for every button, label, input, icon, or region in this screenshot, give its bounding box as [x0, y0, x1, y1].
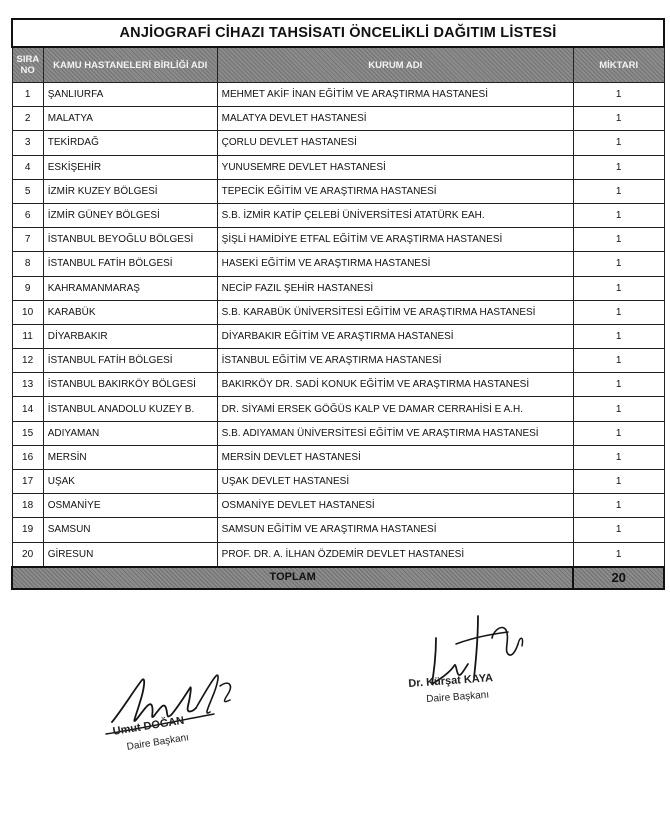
table-row [12, 470, 664, 494]
row-number: 19 [12, 518, 43, 542]
row-kurum: DR. SİYAMİ ERSEK GÖĞÜS KALP VE DAMAR CERRAHİSİ E A.H. [217, 397, 573, 421]
table-body [12, 83, 664, 567]
row-kurum: İSTANBUL EĞİTİM VE ARAŞTIRMA HASTANESİ [217, 349, 573, 373]
signature-right [396, 608, 546, 728]
row-kurum: MERSİN DEVLET HASTANESİ [217, 445, 573, 469]
row-number: 9 [12, 276, 43, 300]
table-row [12, 324, 664, 348]
table-row [12, 252, 664, 276]
table-row [12, 373, 664, 397]
row-birlik: İSTANBUL FATİH BÖLGESİ [43, 349, 217, 373]
total-row [12, 567, 664, 589]
row-kurum: S.B. ADIYAMAN ÜNİVERSİTESİ EĞİTİM VE ARAŞTIRMA HASTANESİ [217, 421, 573, 445]
title-row [12, 19, 664, 47]
row-kurum: MALATYA DEVLET HASTANESİ [217, 107, 573, 131]
row-miktar: 1 [573, 324, 664, 348]
row-kurum: DİYARBAKIR EĞİTİM VE ARAŞTIRMA HASTANESİ [217, 324, 573, 348]
row-number: 14 [12, 397, 43, 421]
row-number: 4 [12, 155, 43, 179]
row-kurum: TEPECİK EĞİTİM VE ARAŞTIRMA HASTANESİ [217, 179, 573, 203]
table-row [12, 494, 664, 518]
row-birlik: İSTANBUL BEYOĞLU BÖLGESİ [43, 228, 217, 252]
row-number: 15 [12, 421, 43, 445]
row-birlik: MERSİN [43, 445, 217, 469]
row-birlik: ADIYAMAN [43, 421, 217, 445]
row-kurum: ÇORLU DEVLET HASTANESİ [217, 131, 573, 155]
row-birlik: İSTANBUL BAKIRKÖY BÖLGESİ [43, 373, 217, 397]
row-kurum: OSMANİYE DEVLET HASTANESİ [217, 494, 573, 518]
row-miktar: 1 [573, 228, 664, 252]
table-row [12, 203, 664, 227]
row-miktar: 1 [573, 518, 664, 542]
row-birlik: GİRESUN [43, 542, 217, 567]
row-birlik: TEKİRDAĞ [43, 131, 217, 155]
row-miktar: 1 [573, 83, 664, 107]
row-kurum: UŞAK DEVLET HASTANESİ [217, 470, 573, 494]
row-number: 6 [12, 203, 43, 227]
signature-left [92, 650, 262, 770]
row-number: 11 [12, 324, 43, 348]
row-number: 7 [12, 228, 43, 252]
handwritten-signature-right [396, 608, 546, 728]
row-miktar: 1 [573, 373, 664, 397]
allocation-table [11, 18, 665, 590]
row-miktar: 1 [573, 155, 664, 179]
row-miktar: 1 [573, 421, 664, 445]
row-number: 20 [12, 542, 43, 567]
table-row [12, 542, 664, 567]
signer-right-title: Daire Başkanı [426, 689, 490, 705]
row-kurum: S.B. İZMİR KATİP ÇELEBİ ÜNİVERSİTESİ ATATÜRK EAH. [217, 203, 573, 227]
row-miktar: 1 [573, 252, 664, 276]
row-number: 8 [12, 252, 43, 276]
row-birlik: İSTANBUL ANADOLU KUZEY B. [43, 397, 217, 421]
table-row [12, 107, 664, 131]
row-miktar: 1 [573, 300, 664, 324]
row-kurum: NECİP FAZIL ŞEHİR HASTANESİ [217, 276, 573, 300]
table-row [12, 228, 664, 252]
table-row [12, 83, 664, 107]
row-birlik: DİYARBAKIR [43, 324, 217, 348]
handwritten-signature-left [92, 650, 262, 770]
total-value: 20 [573, 567, 664, 589]
header-kurum: KURUM ADI [217, 47, 573, 83]
signer-right-name: Dr. Kürşat KAYA [408, 672, 494, 690]
row-kurum: YUNUSEMRE DEVLET HASTANESİ [217, 155, 573, 179]
header-sira-no: SIRA NO [12, 47, 43, 83]
header-miktar: MİKTARI [573, 47, 664, 83]
row-number: 13 [12, 373, 43, 397]
row-miktar: 1 [573, 107, 664, 131]
row-birlik: SAMSUN [43, 518, 217, 542]
table-row [12, 155, 664, 179]
row-birlik: UŞAK [43, 470, 217, 494]
row-miktar: 1 [573, 276, 664, 300]
row-miktar: 1 [573, 203, 664, 227]
table-row [12, 421, 664, 445]
row-miktar: 1 [573, 179, 664, 203]
row-number: 3 [12, 131, 43, 155]
row-kurum: MEHMET AKİF İNAN EĞİTİM VE ARAŞTIRMA HASTANESİ [217, 83, 573, 107]
row-miktar: 1 [573, 131, 664, 155]
row-number: 5 [12, 179, 43, 203]
row-birlik: İSTANBUL FATİH BÖLGESİ [43, 252, 217, 276]
row-number: 12 [12, 349, 43, 373]
row-kurum: S.B. KARABÜK ÜNİVERSİTESİ EĞİTİM VE ARAŞTIRMA HASTANESİ [217, 300, 573, 324]
row-miktar: 1 [573, 349, 664, 373]
row-miktar: 1 [573, 494, 664, 518]
table-row [12, 179, 664, 203]
row-miktar: 1 [573, 542, 664, 567]
row-birlik: KAHRAMANMARAŞ [43, 276, 217, 300]
row-birlik: MALATYA [43, 107, 217, 131]
signer-left-title: Daire Başkanı [126, 732, 190, 753]
document-title: ANJİOGRAFİ CİHAZI TAHSİSATI ÖNCELİKLİ DAĞITIM LİSTESİ [12, 19, 664, 47]
table-row [12, 131, 664, 155]
row-number: 10 [12, 300, 43, 324]
table-row [12, 349, 664, 373]
row-miktar: 1 [573, 397, 664, 421]
row-number: 1 [12, 83, 43, 107]
row-birlik: ESKİŞEHİR [43, 155, 217, 179]
table-row [12, 276, 664, 300]
row-birlik: KARABÜK [43, 300, 217, 324]
row-kurum: BAKIRKÖY DR. SADİ KONUK EĞİTİM VE ARAŞTIRMA HASTANESİ [217, 373, 573, 397]
row-birlik: İZMİR KUZEY BÖLGESİ [43, 179, 217, 203]
total-label: TOPLAM [12, 567, 573, 589]
row-birlik: İZMİR GÜNEY BÖLGESİ [43, 203, 217, 227]
signer-left-name: Umut DOĞAN [112, 714, 186, 738]
row-number: 2 [12, 107, 43, 131]
table-row [12, 300, 664, 324]
row-kurum: HASEKİ EĞİTİM VE ARAŞTIRMA HASTANESİ [217, 252, 573, 276]
row-number: 16 [12, 445, 43, 469]
row-birlik: OSMANİYE [43, 494, 217, 518]
row-kurum: ŞİŞLİ HAMİDİYE ETFAL EĞİTİM VE ARAŞTIRMA HASTANESİ [217, 228, 573, 252]
row-number: 18 [12, 494, 43, 518]
table-row [12, 445, 664, 469]
row-birlik: ŞANLIURFA [43, 83, 217, 107]
row-kurum: SAMSUN EĞİTİM VE ARAŞTIRMA HASTANESİ [217, 518, 573, 542]
row-kurum: PROF. DR. A. İLHAN ÖZDEMİR DEVLET HASTANESİ [217, 542, 573, 567]
table-row [12, 518, 664, 542]
row-miktar: 1 [573, 470, 664, 494]
header-birlik: KAMU HASTANELERİ BİRLİĞİ ADI [43, 47, 217, 83]
row-number: 17 [12, 470, 43, 494]
table-row [12, 397, 664, 421]
row-miktar: 1 [573, 445, 664, 469]
header-row [12, 47, 664, 83]
